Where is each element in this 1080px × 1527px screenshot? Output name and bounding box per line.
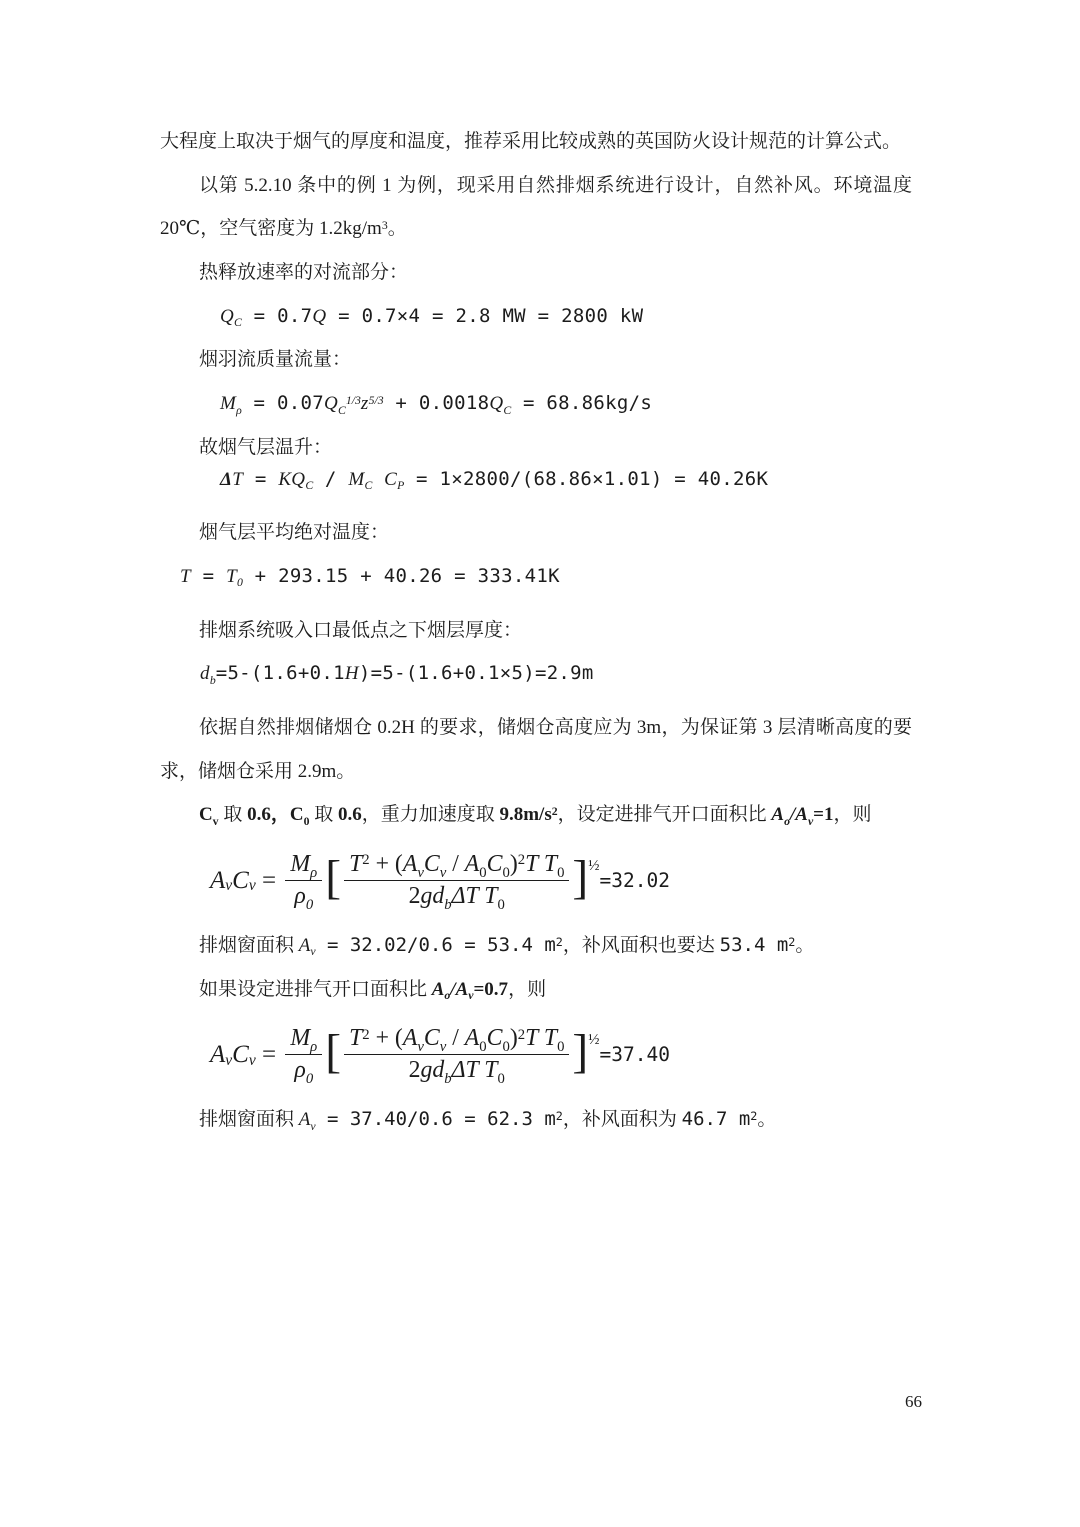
formula-mass-flow: $M_\rho = 0.07Q_C^{1/3}z^{5/3} + 0.0018Q_C = 68.86kg/s$ [220,392,653,417]
formula-av-cv-2-runs: A v C v = $\frac{M_\rho}{\rho_0}$ [ $\frac{T^2 + (A_vC_v / A_0C_0)^2T T_0}{2gd_b\Delta T T_0}$ ] ½ =37.40 [210,1025,670,1087]
heading-convective-hrr: 热释放速率的对流部分： [198,262,408,284]
para-coefficients: $C_v$ 取 0.6，$C_0$ 取 0.6，重力加速度取 $9.8m/s^2$，设定进排气开口面积比 $A_o/A_v=1$，则 [198,804,872,828]
para-vent-area-2: 排烟窗面积 $A_v = 37.40/0.6 = 62.3$ $m^2$，补风面积为 46.7 $m^2$。 [198,1108,777,1133]
formula-abs-temp: $T = T_0 + 293.15 + 40.26 = 333.41K$ [180,564,560,590]
formula-qc: $Q_C = 0.7Q = 0.7\times 4 = 2.8$ MW = 2800 kW [220,304,644,330]
para-vent-area-1: 排烟窗面积 $A_v = 32.02/0.6 = 53.4$ $m^2$，补风面积也要达 53.4 $m^2$。 [198,934,815,959]
formula-av-cv-2 [210,1025,912,1087]
para-continuation: 大程度上取决于烟气的厚度和温度，推荐采用比较成熟的英国防火设计规范的计算公式。 [160,131,902,152]
page-number: 66 [905,1392,922,1411]
heading-smoke-temp-rise: 故烟气层温升： [198,436,332,458]
para-ratio-07: 如果设定进排气开口面积比 $A_o/A_v=0.7$，则 [198,978,547,1003]
formula-delta-t: $\Delta T = KQ_C / M_C$ $C_P = 1\times 2800/(68.86\times 1.01) = 40.26K$ [220,467,769,492]
formula-smoke-depth: $d_b=5-(1.6+0.1H)=5-(1.6+0.1\times 5)=2.9m$ [200,662,594,687]
para-smoke-reservoir: 依据自然排烟储烟仓 0.2H 的要求，储烟仓高度应为 3m，为保证第 3 层清晰高度的要求，储烟仓采用 2.9m。 [160,716,912,782]
heading-avg-abs-temp: 烟气层平均绝对温度： [198,522,389,544]
heading-plume-mass-flow: 烟羽流质量流量： [198,349,351,371]
formula-av-cv-1-runs: A v C v = $\frac{M_\rho}{\rho_0}$ [ $\frac{T^2 + (A_vC_v / A_0C_0)^2T T_0}{2gd_b\Delta T T_0}$ ] ½ =32.02 [210,851,670,913]
heading-smoke-layer-depth: 排烟系统吸入口最低点之下烟层厚度： [198,619,522,641]
formula-av-cv-1 [210,851,912,913]
para-example-setup: 以第 5.2.10 条中的例 1 为例，现采用自然排烟系统进行设计，自然补风。环境温度 20℃，空气密度为 $1.2kg/m^3$。 [160,174,912,240]
